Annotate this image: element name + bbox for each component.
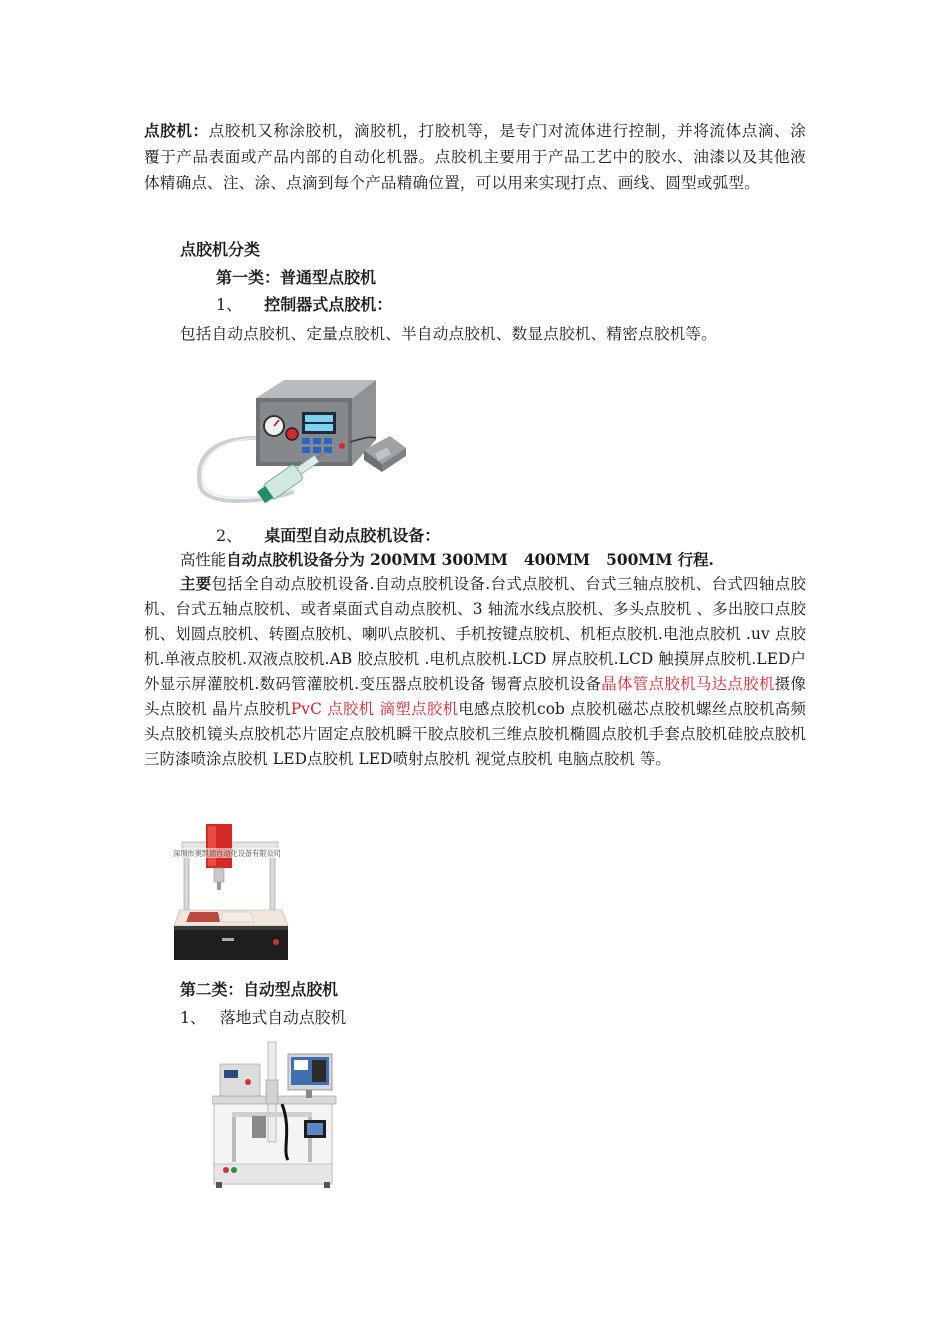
category1-heading: 第一类：普通型点胶机 [216,268,377,287]
main-text-2: 摄像头点胶机 晶片点胶机 [144,675,807,718]
item-number: 1、 [180,1008,206,1027]
floor-dispenser-photo [212,1040,344,1190]
category1-item2-main-paragraph [144,572,806,772]
controller-dispenser-photo [194,376,406,510]
perf-prefix: 高性能 [180,551,227,569]
red-highlight-1: 晶体管点胶机马达点胶机 [601,675,775,693]
perf-bold: 自动点胶机设备分为 200MM 300MM 400MM 500MM 行程. [226,551,714,569]
item-title: 落地式自动点胶机 [219,1008,347,1027]
main-text-3: 电感点胶机cob 点胶机磁芯点胶机螺丝点胶机高频头点胶机镜头点胶机芯片固定点胶机瞬干胶点胶机三维点胶机椭圆点胶机手套点胶机硅胶点胶机三防漆喷涂点胶机 LED点胶机 LED喷射点胶机 视觉点胶机 电脑点胶机 等。 [144,700,806,768]
main-text-1: 包括全自动点胶机设备.自动点胶机设备.台式点胶机、台式三轴点胶机、台式四轴点胶机、台式五轴点胶机、或者桌面式自动点胶机、3 轴流水线点胶机、多头点胶机 、多出胶口点胶机、划圆点胶机、转圈点胶机、喇叭点胶机、手机按键点胶机、机柜点胶机.电池点胶机 .uv 点胶机.单液点胶机.双液点胶机.AB 胶点胶机 .电机点胶机.LCD 屏点胶机.LCD 触摸屏点胶机.LED户外显示屏灌胶机.数码管灌胶机.变压器点胶机设备 锡膏点胶机设备 [144,575,806,693]
intro-paragraph [144,118,806,196]
desktop-dispenser-photo [172,822,290,960]
item-title: 控制器式点胶机： [264,295,393,314]
intro-text: 点胶机又称涂胶机，滴胶机，打胶机等，是专门对流体进行控制，并将流体点滴、涂覆于产品表面或产品内部的自动化机器。点胶机主要用于产品工艺中的胶水、油漆以及其他液体精确点、注、涂、点滴到每个产品精确位置，可以用来实现打点、画线、圆型或弧型。 [144,122,806,192]
category1-item1-row [216,293,392,317]
category1-item2-performance [180,548,714,572]
watermark-text: 深圳市奥凯德自动化设备有限公司 [173,849,281,858]
intro-term: 点胶机： [144,121,209,140]
category1-item2-row [216,524,440,548]
item-number: 2、 [216,526,243,545]
item-number: 1、 [216,295,243,314]
classification-heading: 点胶机分类 [180,240,261,259]
category1-item1-text: 包括自动点胶机、定量点胶机、半自动点胶机、数显点胶机、精密点胶机等。 [180,325,717,343]
category2-item1-row [180,1006,346,1030]
red-highlight-2: PvC 点胶机 滴塑点胶机 [290,700,459,718]
item-title: 桌面型自动点胶机设备： [264,526,441,545]
main-prefix: 主要 [180,575,212,593]
category2-heading: 第二类：自动型点胶机 [180,980,338,999]
